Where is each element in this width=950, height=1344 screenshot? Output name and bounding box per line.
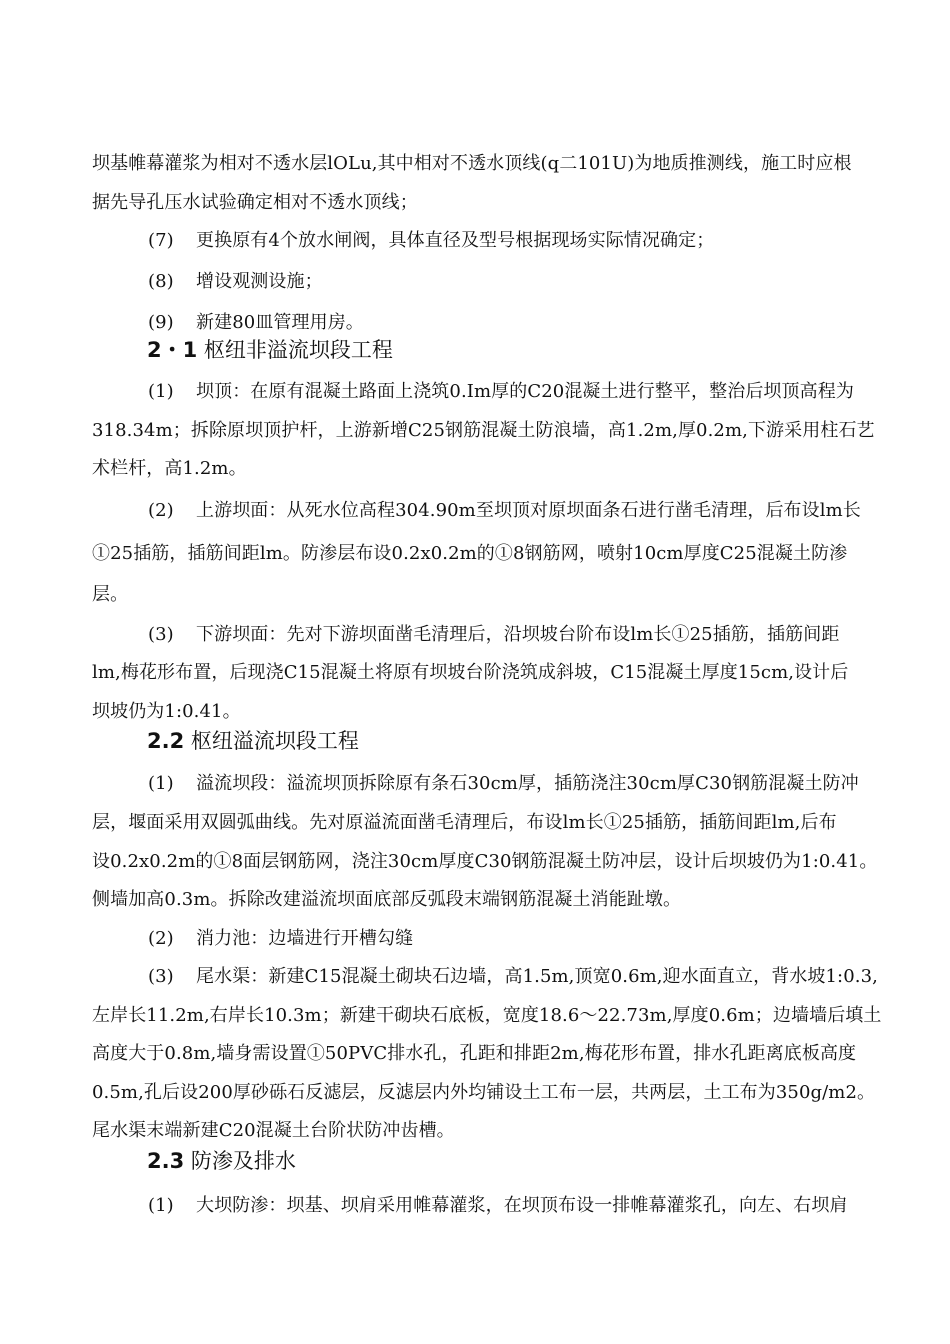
item-text: 上游坝面：从死水位高程304.90m至坝顶对原坝面条石进行凿毛清理，后布设lm长 — [196, 500, 861, 521]
list-item — [148, 772, 859, 796]
section-title: 枢纽非溢流坝段工程 — [203, 338, 393, 362]
list-item — [148, 311, 364, 335]
item-number: (7) — [148, 230, 174, 251]
list-item — [148, 380, 854, 404]
item-text: 消力池：边墙进行开槽勾缝 — [196, 928, 414, 949]
paragraph-line: 设0.2x0.2m的①8面层钢筋网，浇注30cm厚度C30钢筋混凝土防冲层，设计后坝坡仍为1:0.41。 — [92, 851, 878, 872]
list-item — [148, 1194, 848, 1218]
item-number: (1) — [148, 381, 174, 402]
section-number: 2・1 — [147, 338, 198, 362]
list-item — [148, 965, 878, 989]
item-number: (8) — [148, 271, 174, 292]
item-text: 坝顶：在原有混凝土路面上浇筑0.Im厚的C20混凝土进行整平，整治后坝顶高程为 — [196, 381, 854, 402]
item-number: (9) — [148, 312, 174, 333]
item-text: 下游坝面：先对下游坝面凿毛清理后，沿坝坡台阶布设lm长①25插筋，插筋间距 — [196, 624, 840, 645]
section-title: 防渗及排水 — [190, 1149, 296, 1173]
paragraph-line: 318.34m；拆除原坝顶护杆，上游新增C25钢筋混凝土防浪墙，高1.2m,厚0.2m,下游采用柱石艺 — [92, 420, 875, 441]
paragraph-line: 层。 — [92, 584, 129, 605]
list-item — [148, 499, 861, 523]
paragraph-line: 尾水渠末端新建C20混凝土台阶状防冲齿槽。 — [92, 1120, 455, 1141]
paragraph-line: ①25插筋，插筋间距lm。防渗层布设0.2x0.2m的①8钢筋网，喷射10cm厚度C25混凝土防渗 — [92, 543, 848, 564]
paragraph-line: 侧墙加高0.3m。拆除改建溢流坝面底部反弧段末端钢筋混凝土消能趾墩。 — [92, 889, 682, 910]
section-heading — [147, 727, 359, 755]
item-number: (2) — [148, 500, 174, 521]
list-item — [148, 927, 413, 951]
section-heading — [147, 1147, 296, 1175]
paragraph-line: 左岸长11.2m,右岸长10.3m；新建干砌块石底板，宽度18.6〜22.73m,厚度0.6m；边墙墙后填土 — [92, 1005, 882, 1026]
item-text: 增设观测设施； — [196, 271, 323, 292]
list-item — [148, 270, 323, 294]
section-number: 2.2 — [147, 729, 185, 753]
section-number: 2.3 — [147, 1149, 185, 1173]
item-number: (3) — [148, 624, 174, 645]
item-number: (1) — [148, 1195, 174, 1216]
paragraph-line: 坝基帷幕灌浆为相对不透水层lOLu,其中相对不透水顶线(q二101U)为地质推测线，施工时应根 — [92, 153, 852, 174]
item-text: 更换原有4个放水闸阀，具体直径及型号根据现场实际情况确定； — [196, 230, 715, 251]
list-item — [148, 623, 839, 647]
paragraph-line: 高度大于0.8m,墙身需设置①50PVC排水孔，孔距和排距2m,梅花形布置，排水孔距离底板高度 — [92, 1043, 857, 1064]
section-title: 枢纽溢流坝段工程 — [190, 729, 359, 753]
paragraph-line: 据先导孔压水试验确定相对不透水顶线； — [92, 192, 418, 213]
section-heading — [147, 336, 393, 364]
paragraph-line: lm,梅花形布置，后现浇C15混凝土将原有坝坡台阶浇筑成斜坡，C15混凝土厚度15cm,设计后 — [92, 662, 849, 683]
paragraph-line: 坝坡仍为1:0.41。 — [92, 701, 241, 722]
item-text: 新建80皿管理用房。 — [196, 312, 364, 333]
item-text: 溢流坝段：溢流坝顶拆除原有条石30cm厚，插筋浇注30cm厚C30钢筋混凝土防冲 — [196, 773, 859, 794]
item-text: 大坝防渗：坝基、坝肩采用帷幕灌浆，在坝顶布设一排帷幕灌浆孔，向左、右坝肩 — [196, 1195, 848, 1216]
item-number: (1) — [148, 773, 174, 794]
item-number: (3) — [148, 966, 174, 987]
list-item — [148, 229, 714, 253]
paragraph-line: 术栏杆，高1.2m。 — [92, 458, 247, 479]
paragraph-line: 层，堰面采用双圆弧曲线。先对原溢流面凿毛清理后，布设lm长①25插筋，插筋间距lm,后布 — [92, 812, 837, 833]
paragraph-line: 0.5m,孔后设200厚砂砾石反滤层，反滤层内外均铺设土工布一层，共两层，土工布为350g/m2。 — [92, 1082, 876, 1103]
item-text: 尾水渠：新建C15混凝土砌块石边墙，高1.5m,顶宽0.6m,迎水面直立，背水坡1:0.3, — [196, 966, 878, 987]
item-number: (2) — [148, 928, 174, 949]
